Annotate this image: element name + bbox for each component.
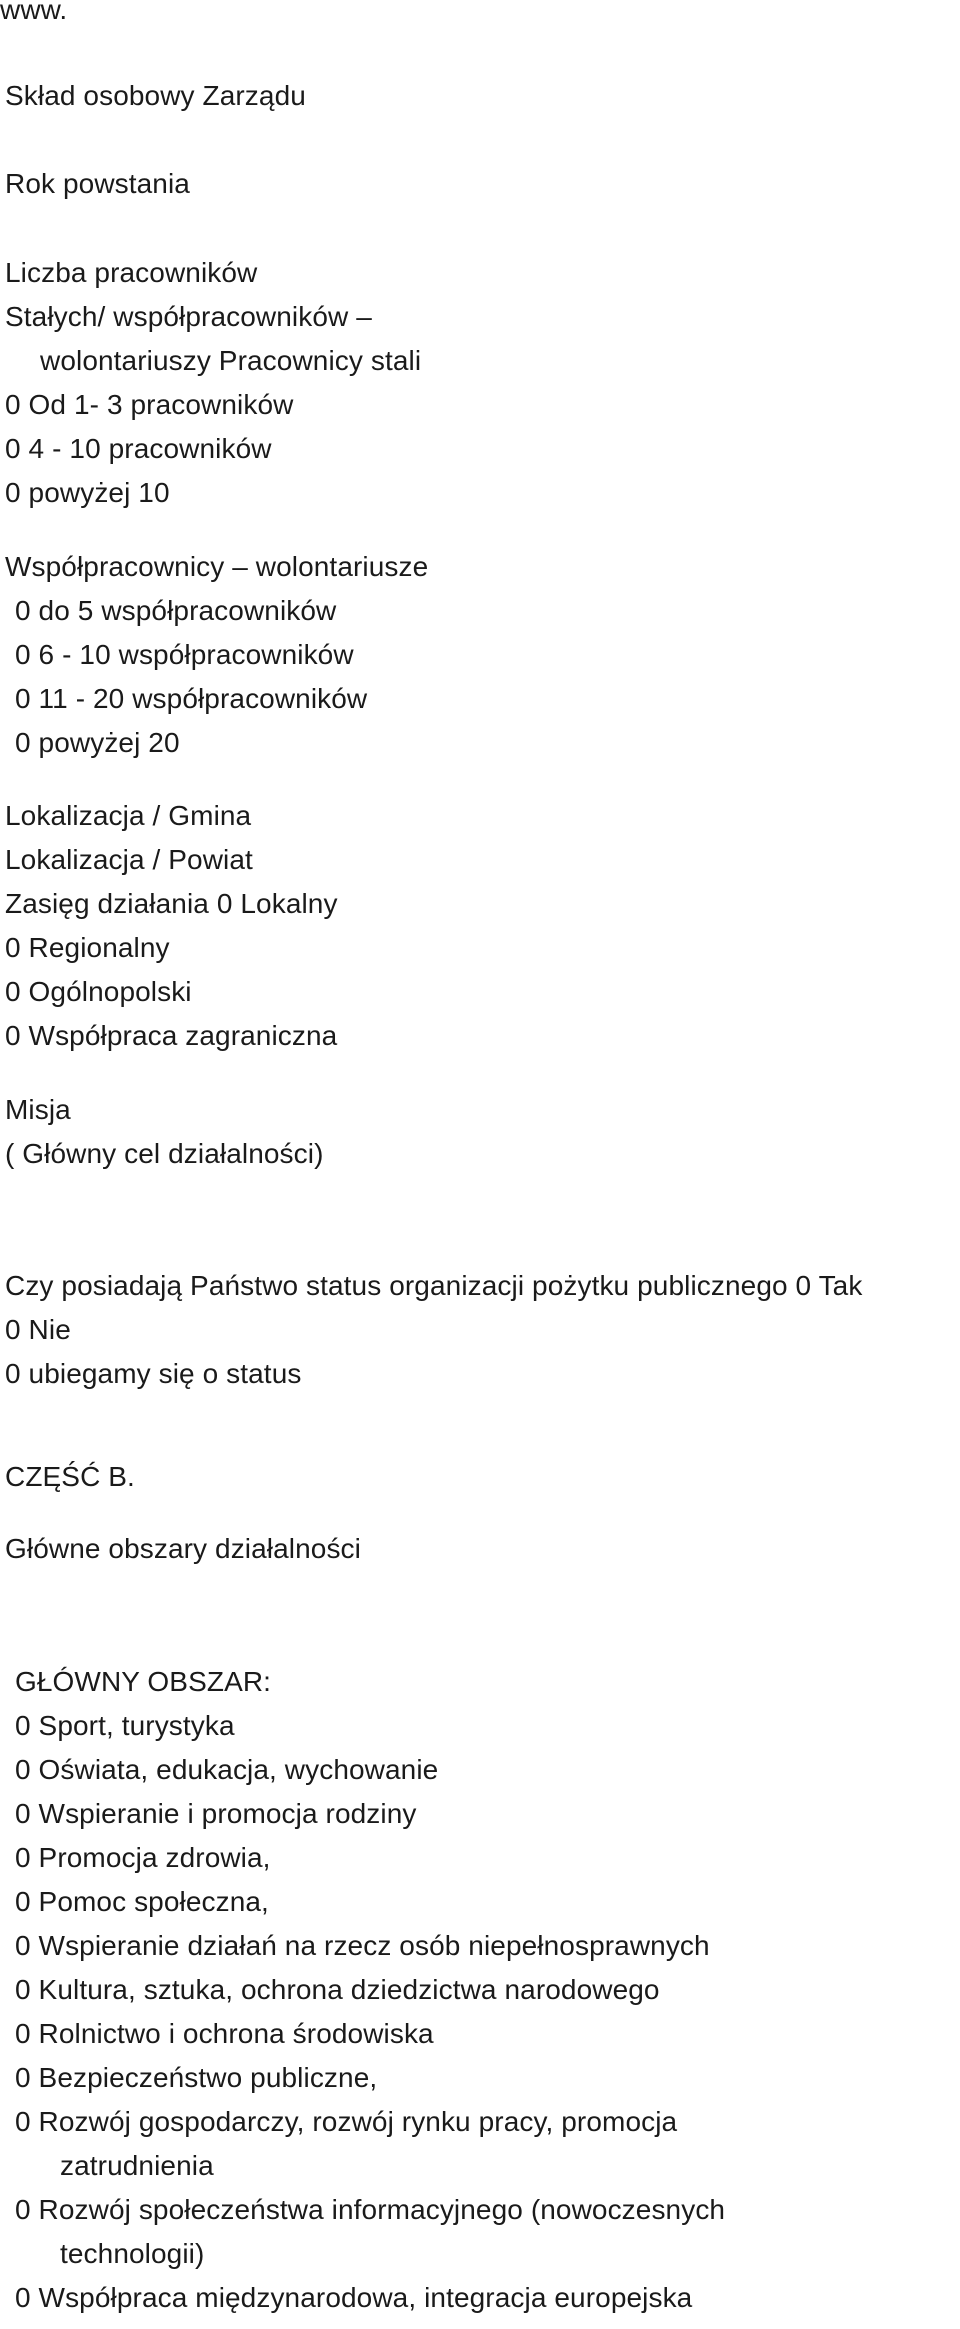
employees-subtitle-cont: wolontariuszy Pracownicy stali bbox=[40, 345, 422, 376]
url-fragment: www. bbox=[0, 0, 68, 25]
public-benefit-option: 0 Nie bbox=[5, 1314, 71, 1345]
location-municipality: Lokalizacja / Gmina bbox=[5, 800, 252, 831]
scope-label: Zasięg działania 0 Lokalny bbox=[5, 888, 338, 919]
employees-title: Liczba pracowników bbox=[5, 257, 258, 288]
part-b-heading: CZĘŚĆ B. bbox=[5, 1461, 135, 1492]
public-benefit-question: Czy posiadają Państwo status organizacji pożytku publicznego 0 Tak bbox=[5, 1270, 863, 1301]
volunteer-option: 0 do 5 współpracowników bbox=[15, 595, 337, 626]
main-area-label: GŁÓWNY OBSZAR: bbox=[15, 1666, 272, 1697]
staff-option: 0 powyżej 10 bbox=[5, 477, 170, 508]
area-item-continuation: technologii) bbox=[60, 2238, 205, 2269]
public-benefit-option: 0 ubiegamy się o status bbox=[5, 1358, 302, 1389]
part-b-subheading: Główne obszary działalności bbox=[5, 1533, 361, 1564]
scope-option: 0 Ogólnopolski bbox=[5, 976, 192, 1007]
board-members-label: Skład osobowy Zarządu bbox=[5, 80, 306, 111]
area-item: 0 Rolnictwo i ochrona środowiska bbox=[15, 2018, 434, 2049]
scope-option: 0 Regionalny bbox=[5, 932, 170, 963]
area-item: 0 Bezpieczeństwo publiczne, bbox=[15, 2062, 378, 2093]
area-item: 0 Współpraca międzynarodowa, integracja europejska bbox=[15, 2282, 693, 2313]
location-county: Lokalizacja / Powiat bbox=[5, 844, 253, 875]
area-item: 0 Sport, turystyka bbox=[15, 1710, 235, 1741]
volunteers-title: Współpracownicy – wolontariusze bbox=[5, 551, 429, 582]
mission-subtitle: ( Główny cel działalności) bbox=[5, 1138, 324, 1169]
employees-subtitle: Stałych/ współpracowników – bbox=[5, 301, 372, 332]
scope-option: 0 Współpraca zagraniczna bbox=[5, 1020, 338, 1051]
staff-option: 0 4 - 10 pracowników bbox=[5, 433, 272, 464]
area-item: 0 Oświata, edukacja, wychowanie bbox=[15, 1754, 439, 1785]
area-item: 0 Rozwój społeczeństwa informacyjnego (nowoczesnych bbox=[15, 2194, 726, 2225]
volunteer-option: 0 11 - 20 współpracowników bbox=[15, 683, 368, 714]
volunteer-option: 0 powyżej 20 bbox=[15, 727, 180, 758]
area-item: 0 Wspieranie i promocja rodziny bbox=[15, 1798, 417, 1829]
area-item: 0 Kultura, sztuka, ochrona dziedzictwa narodowego bbox=[15, 1974, 660, 2005]
founding-year-label: Rok powstania bbox=[5, 168, 190, 199]
area-item: 0 Rozwój gospodarczy, rozwój rynku pracy, promocja bbox=[15, 2106, 678, 2137]
staff-option: 0 Od 1- 3 pracowników bbox=[5, 389, 294, 420]
area-item: 0 Promocja zdrowia, bbox=[15, 1842, 271, 1873]
volunteer-option: 0 6 - 10 współpracowników bbox=[15, 639, 354, 670]
area-item: 0 Pomoc społeczna, bbox=[15, 1886, 269, 1917]
area-item: 0 Wspieranie działań na rzecz osób niepełnosprawnych bbox=[15, 1930, 710, 1961]
area-item-continuation: zatrudnienia bbox=[60, 2150, 214, 2181]
mission-title: Misja bbox=[5, 1094, 71, 1125]
